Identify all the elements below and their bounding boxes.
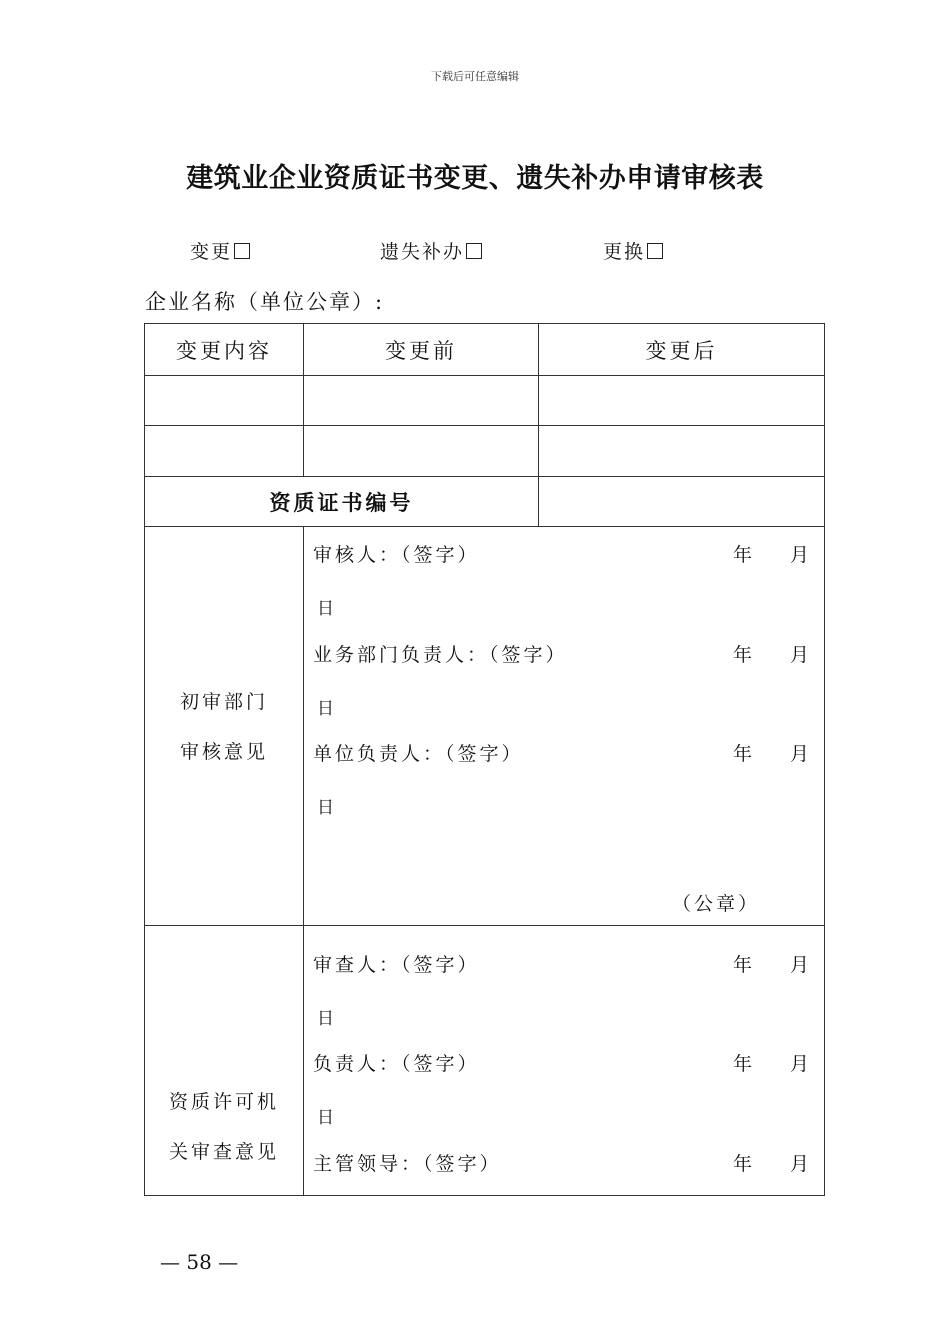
authority-review-label: [145, 1077, 303, 1177]
before-change-cell-1[interactable]: [304, 376, 538, 425]
row-divider: [145, 526, 824, 527]
page-number: — 58 —: [160, 1250, 239, 1274]
official-seal-label: （公章）: [671, 893, 760, 915]
option-exchange[interactable]: [603, 237, 663, 264]
month-label: 月: [789, 1053, 812, 1075]
cert-number-value[interactable]: [539, 477, 824, 526]
checkbox-replacement-lost[interactable]: [466, 243, 482, 259]
signer-responsible-label: 负责人：（签字）: [313, 1053, 480, 1075]
signer-supervisor: [313, 1149, 812, 1177]
signer-dept-head-label: 业务部门负责人：（签字）: [313, 644, 568, 666]
checkbox-exchange[interactable]: [647, 243, 663, 259]
signer-reviewer: [313, 540, 812, 568]
month-label: 月: [789, 743, 812, 765]
checkbox-change[interactable]: [234, 243, 250, 259]
signer-unit-head-label: 单位负责人：（签字）: [313, 743, 524, 765]
day-label: 日: [317, 798, 334, 818]
day-label: 日: [317, 599, 334, 619]
signer-reviewer-label: 审核人：（签字）: [313, 544, 480, 566]
signer-supervisor-label: 主管领导：（签字）: [313, 1153, 502, 1175]
header-note: 下载后可任意编辑: [431, 70, 519, 83]
company-name-label: 企业名称（单位公章）:: [145, 290, 385, 314]
review-table: [144, 323, 825, 1196]
month-label: 月: [789, 644, 812, 666]
row-divider: [145, 925, 824, 926]
year-label: 年: [733, 1053, 756, 1075]
authority-review-label-line2: 关审查意见: [168, 1141, 279, 1163]
cert-number-label: 资质证书编号: [269, 489, 414, 515]
day-label: 日: [317, 1108, 334, 1128]
authority-review-label-line1: 资质许可机: [168, 1091, 279, 1113]
initial-review-label-line2: 审核意见: [179, 741, 268, 763]
page-title: 建筑业企业资质证书变更、遗失补办申请审核表: [186, 163, 764, 194]
header-before-change: 变更前: [385, 338, 457, 363]
year-label: 年: [733, 954, 756, 976]
change-content-cell-1[interactable]: [145, 376, 303, 425]
before-change-cell-2[interactable]: [304, 426, 538, 476]
signer-examiner-label: 审查人：（签字）: [313, 954, 480, 976]
day-label: 日: [317, 699, 334, 719]
day-label: 日: [317, 1009, 334, 1029]
signer-unit-head: [313, 739, 812, 767]
header-change-content: 变更内容: [176, 338, 272, 363]
change-content-cell-2[interactable]: [145, 426, 303, 476]
after-change-cell-2[interactable]: [539, 426, 824, 476]
signer-responsible: [313, 1049, 812, 1077]
after-change-cell-1[interactable]: [539, 376, 824, 425]
year-label: 年: [733, 1153, 756, 1175]
year-label: 年: [733, 544, 756, 566]
option-exchange-label: 更换: [603, 241, 646, 263]
option-change[interactable]: [190, 237, 250, 264]
year-label: 年: [733, 743, 756, 765]
initial-review-label-line1: 初审部门: [179, 691, 268, 713]
option-change-label: 变更: [190, 241, 233, 263]
year-label: 年: [733, 644, 756, 666]
option-replacement-lost[interactable]: [380, 237, 482, 264]
month-label: 月: [789, 954, 812, 976]
col-divider: [303, 526, 304, 1195]
month-label: 月: [789, 544, 812, 566]
signer-dept-head: [313, 640, 812, 668]
option-replacement-lost-label: 遗失补办: [380, 241, 465, 263]
month-label: 月: [789, 1153, 812, 1175]
signer-examiner: [313, 950, 812, 978]
initial-review-label: [145, 677, 303, 777]
header-after-change: 变更后: [645, 338, 718, 363]
